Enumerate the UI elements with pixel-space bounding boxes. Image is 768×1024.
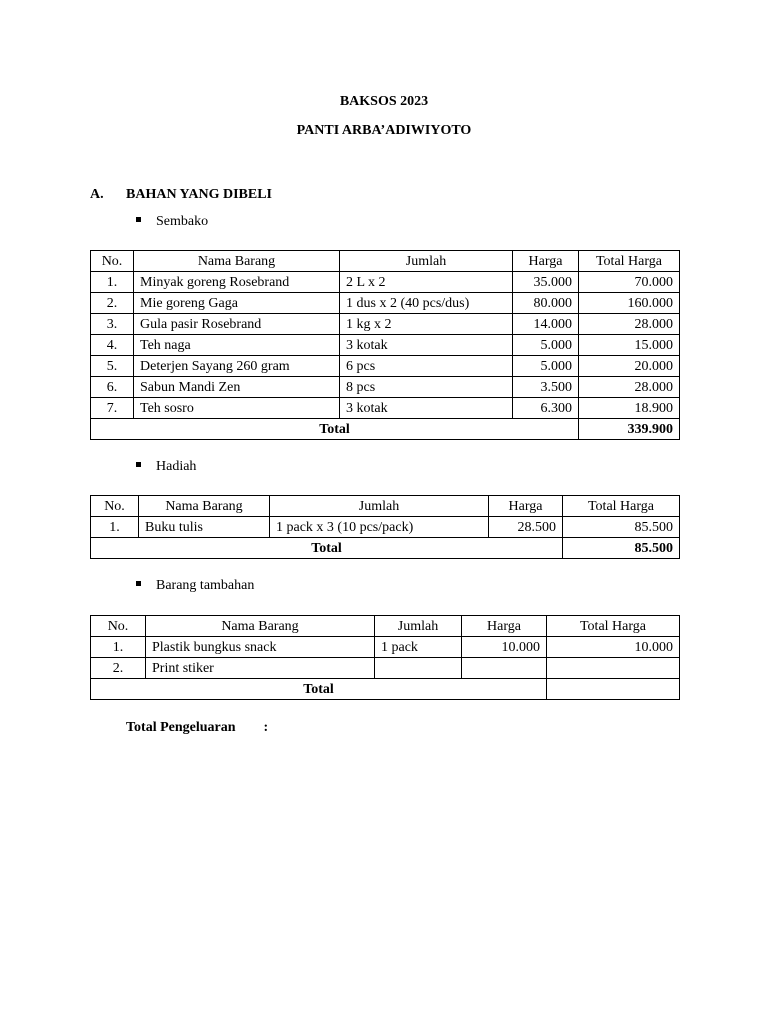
cell-nama: Buku tulis	[139, 517, 270, 538]
table-row	[91, 377, 680, 398]
header-harga: Harga	[513, 251, 579, 272]
cell-total: 70.000	[579, 272, 680, 293]
cell-total: 18.900	[579, 398, 680, 419]
table-row	[91, 314, 680, 335]
cell-no: 5.	[91, 356, 134, 377]
cell-nama: Plastik bungkus snack	[146, 637, 375, 658]
header-no: No.	[91, 251, 134, 272]
cell-jumlah: 1 pack	[375, 637, 462, 658]
cell-jumlah: 1 dus x 2 (40 pcs/dus)	[340, 293, 513, 314]
cell-harga: 3.500	[513, 377, 579, 398]
bullet-barang-tambahan	[136, 578, 254, 594]
section-heading	[90, 187, 272, 203]
cell-total	[547, 658, 680, 679]
header-jumlah: Jumlah	[375, 616, 462, 637]
total-label: Total	[91, 538, 563, 559]
cell-total: 20.000	[579, 356, 680, 377]
header-no: No.	[91, 616, 146, 637]
total-value: 85.500	[563, 538, 680, 559]
cell-total: 28.000	[579, 377, 680, 398]
table-row	[91, 658, 680, 679]
bullet-square-icon	[136, 581, 141, 586]
table-row	[91, 517, 680, 538]
cell-nama: Teh naga	[134, 335, 340, 356]
cell-harga: 80.000	[513, 293, 579, 314]
cell-harga	[462, 658, 547, 679]
table-row	[91, 637, 680, 658]
table-row	[91, 272, 680, 293]
cell-nama: Minyak goreng Rosebrand	[134, 272, 340, 293]
table-header-row	[91, 616, 680, 637]
cell-jumlah: 6 pcs	[340, 356, 513, 377]
cell-harga: 5.000	[513, 356, 579, 377]
header-nama-barang: Nama Barang	[134, 251, 340, 272]
cell-harga: 14.000	[513, 314, 579, 335]
total-label: Total	[91, 419, 579, 440]
header-total-harga: Total Harga	[579, 251, 680, 272]
header-harga: Harga	[489, 496, 563, 517]
table-row	[91, 398, 680, 419]
barang-tambahan-table	[90, 615, 680, 700]
cell-total: 160.000	[579, 293, 680, 314]
header-nama-barang: Nama Barang	[146, 616, 375, 637]
bullet-sembako	[136, 214, 208, 230]
total-value: 339.900	[579, 419, 680, 440]
cell-total: 15.000	[579, 335, 680, 356]
table-row	[91, 356, 680, 377]
cell-no: 2.	[91, 293, 134, 314]
cell-nama: Gula pasir Rosebrand	[134, 314, 340, 335]
bullet-label: Sembako	[156, 214, 209, 229]
cell-harga: 28.500	[489, 517, 563, 538]
cell-no: 7.	[91, 398, 134, 419]
bullet-label: Barang tambahan	[156, 578, 255, 593]
section-letter: A.	[90, 187, 104, 202]
cell-harga: 10.000	[462, 637, 547, 658]
total-pengeluaran-label: Total Pengeluaran	[126, 720, 236, 735]
cell-nama: Mie goreng Gaga	[134, 293, 340, 314]
cell-jumlah: 2 L x 2	[340, 272, 513, 293]
cell-no: 2.	[91, 658, 146, 679]
header-jumlah: Jumlah	[340, 251, 513, 272]
cell-no: 6.	[91, 377, 134, 398]
cell-no: 3.	[91, 314, 134, 335]
table-row	[91, 293, 680, 314]
cell-harga: 6.300	[513, 398, 579, 419]
document-subtitle: PANTI ARBA’ADIWIYOTO	[296, 123, 472, 138]
cell-harga: 5.000	[513, 335, 579, 356]
bullet-square-icon	[136, 462, 141, 467]
cell-total: 10.000	[547, 637, 680, 658]
cell-no: 1.	[91, 517, 139, 538]
cell-no: 1.	[91, 272, 134, 293]
cell-no: 4.	[91, 335, 134, 356]
total-label: Total	[91, 679, 547, 700]
cell-total: 85.500	[563, 517, 680, 538]
table-header-row	[91, 496, 680, 517]
cell-jumlah: 1 kg x 2	[340, 314, 513, 335]
cell-jumlah: 8 pcs	[340, 377, 513, 398]
cell-nama: Deterjen Sayang 260 gram	[134, 356, 340, 377]
table-row	[91, 335, 680, 356]
hadiah-table	[90, 495, 680, 559]
header-total-harga: Total Harga	[547, 616, 680, 637]
total-pengeluaran-colon: :	[263, 720, 269, 735]
cell-total: 28.000	[579, 314, 680, 335]
cell-jumlah: 3 kotak	[340, 398, 513, 419]
header-no: No.	[91, 496, 139, 517]
cell-jumlah: 1 pack x 3 (10 pcs/pack)	[270, 517, 489, 538]
bullet-hadiah	[136, 459, 196, 475]
bullet-label: Hadiah	[156, 459, 197, 474]
total-pengeluaran	[126, 720, 268, 736]
section-heading-text: BAHAN YANG DIBELI	[126, 187, 272, 202]
header-harga: Harga	[462, 616, 547, 637]
cell-jumlah: 3 kotak	[340, 335, 513, 356]
table-header-row	[91, 251, 680, 272]
cell-nama: Print stiker	[146, 658, 375, 679]
header-jumlah: Jumlah	[270, 496, 489, 517]
bullet-square-icon	[136, 217, 141, 222]
header-total-harga: Total Harga	[563, 496, 680, 517]
cell-nama: Teh sosro	[134, 398, 340, 419]
cell-harga: 35.000	[513, 272, 579, 293]
cell-nama: Sabun Mandi Zen	[134, 377, 340, 398]
sembako-table	[90, 250, 680, 440]
cell-jumlah	[375, 658, 462, 679]
header-nama-barang: Nama Barang	[139, 496, 270, 517]
table-total-row	[91, 419, 680, 440]
total-value	[547, 679, 680, 700]
cell-no: 1.	[91, 637, 146, 658]
document-title: BAKSOS 2023	[339, 94, 429, 109]
table-total-row	[91, 538, 680, 559]
table-total-row	[91, 679, 680, 700]
